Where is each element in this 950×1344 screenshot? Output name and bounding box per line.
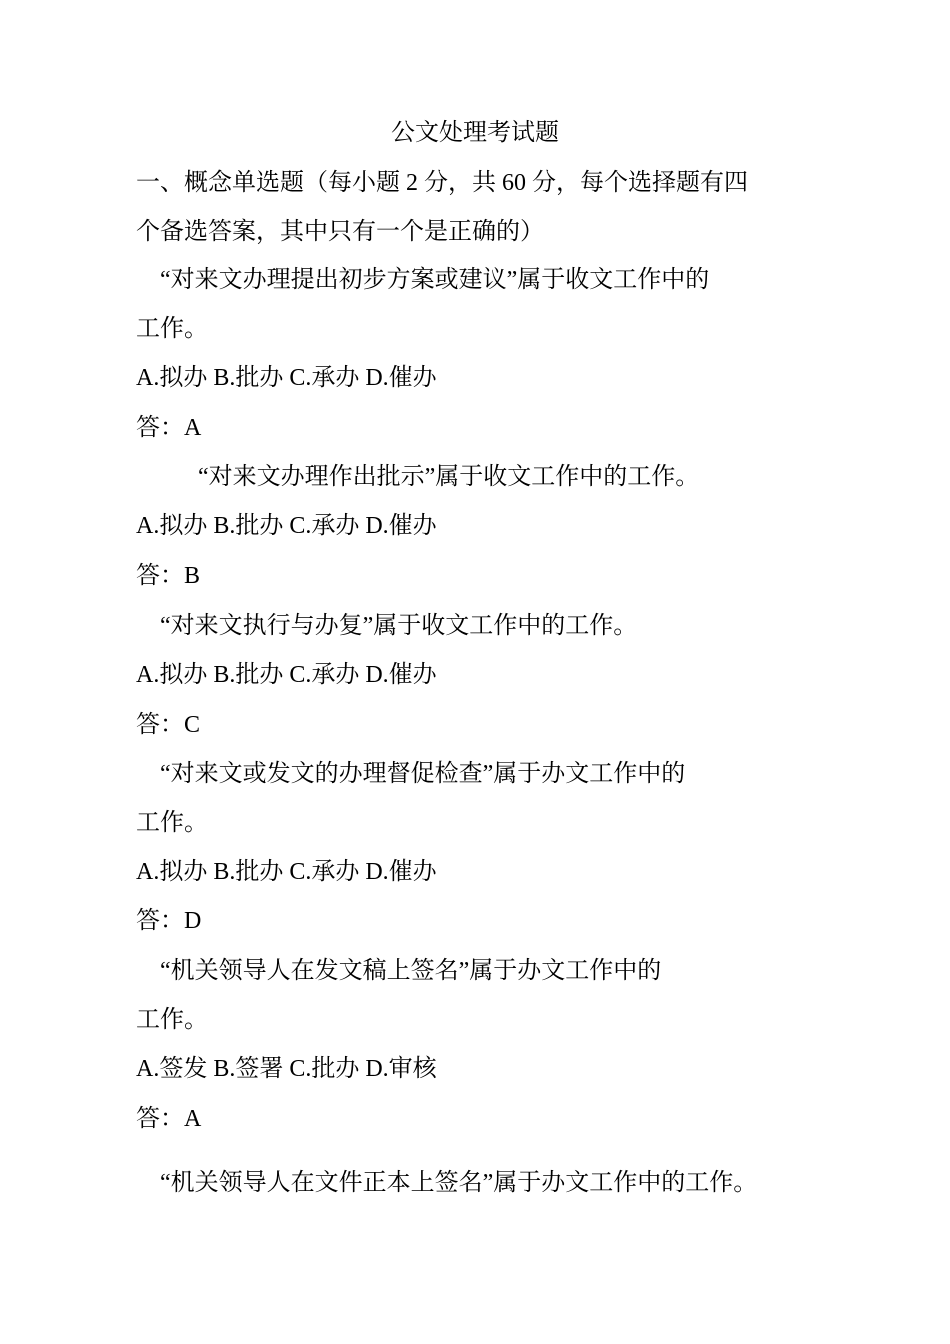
question-3-options: A.拟办 B.批办 C.承办 D.催办 xyxy=(136,662,437,688)
question-1-answer: 答：A xyxy=(136,415,202,441)
question-2-stem: “对来文办理作出批示”属于收文工作中的工作。 xyxy=(198,464,700,490)
question-4-options: A.拟办 B.批办 C.承办 D.催办 xyxy=(136,859,437,885)
section-heading-line-2: 个备选答案，其中只有一个是正确的） xyxy=(136,219,544,245)
question-5-answer: 答：A xyxy=(136,1106,202,1132)
question-5-stem: “机关领导人在发文稿上签名”属于办文工作中的 xyxy=(160,958,662,984)
question-4-stem-cont: 工作。 xyxy=(136,810,208,836)
question-3-answer: 答：C xyxy=(136,712,201,738)
document-title: 公文处理考试题 xyxy=(391,120,559,146)
question-1-options: A.拟办 B.批办 C.承办 D.催办 xyxy=(136,365,437,391)
question-2-options: A.拟办 B.批办 C.承办 D.催办 xyxy=(136,513,437,539)
question-5-stem-cont: 工作。 xyxy=(136,1007,208,1033)
question-2-answer: 答：B xyxy=(136,563,201,589)
question-1-stem: “对来文办理提出初步方案或建议”属于收文工作中的 xyxy=(160,267,710,293)
section-heading-line-1: 一、概念单选题（每小题 2 分，共 60 分，每个选择题有四 xyxy=(136,170,748,196)
question-6-stem: “机关领导人在文件正本上签名”属于办文工作中的工作。 xyxy=(160,1170,758,1196)
question-3-stem: “对来文执行与办复”属于收文工作中的工作。 xyxy=(160,613,638,639)
question-4-answer: 答：D xyxy=(136,908,202,934)
question-4-stem: “对来文或发文的办理督促检查”属于办文工作中的 xyxy=(160,761,686,787)
question-5-options: A.签发 B.签署 C.批办 D.审核 xyxy=(136,1056,437,1082)
question-1-stem-cont: 工作。 xyxy=(136,316,208,342)
